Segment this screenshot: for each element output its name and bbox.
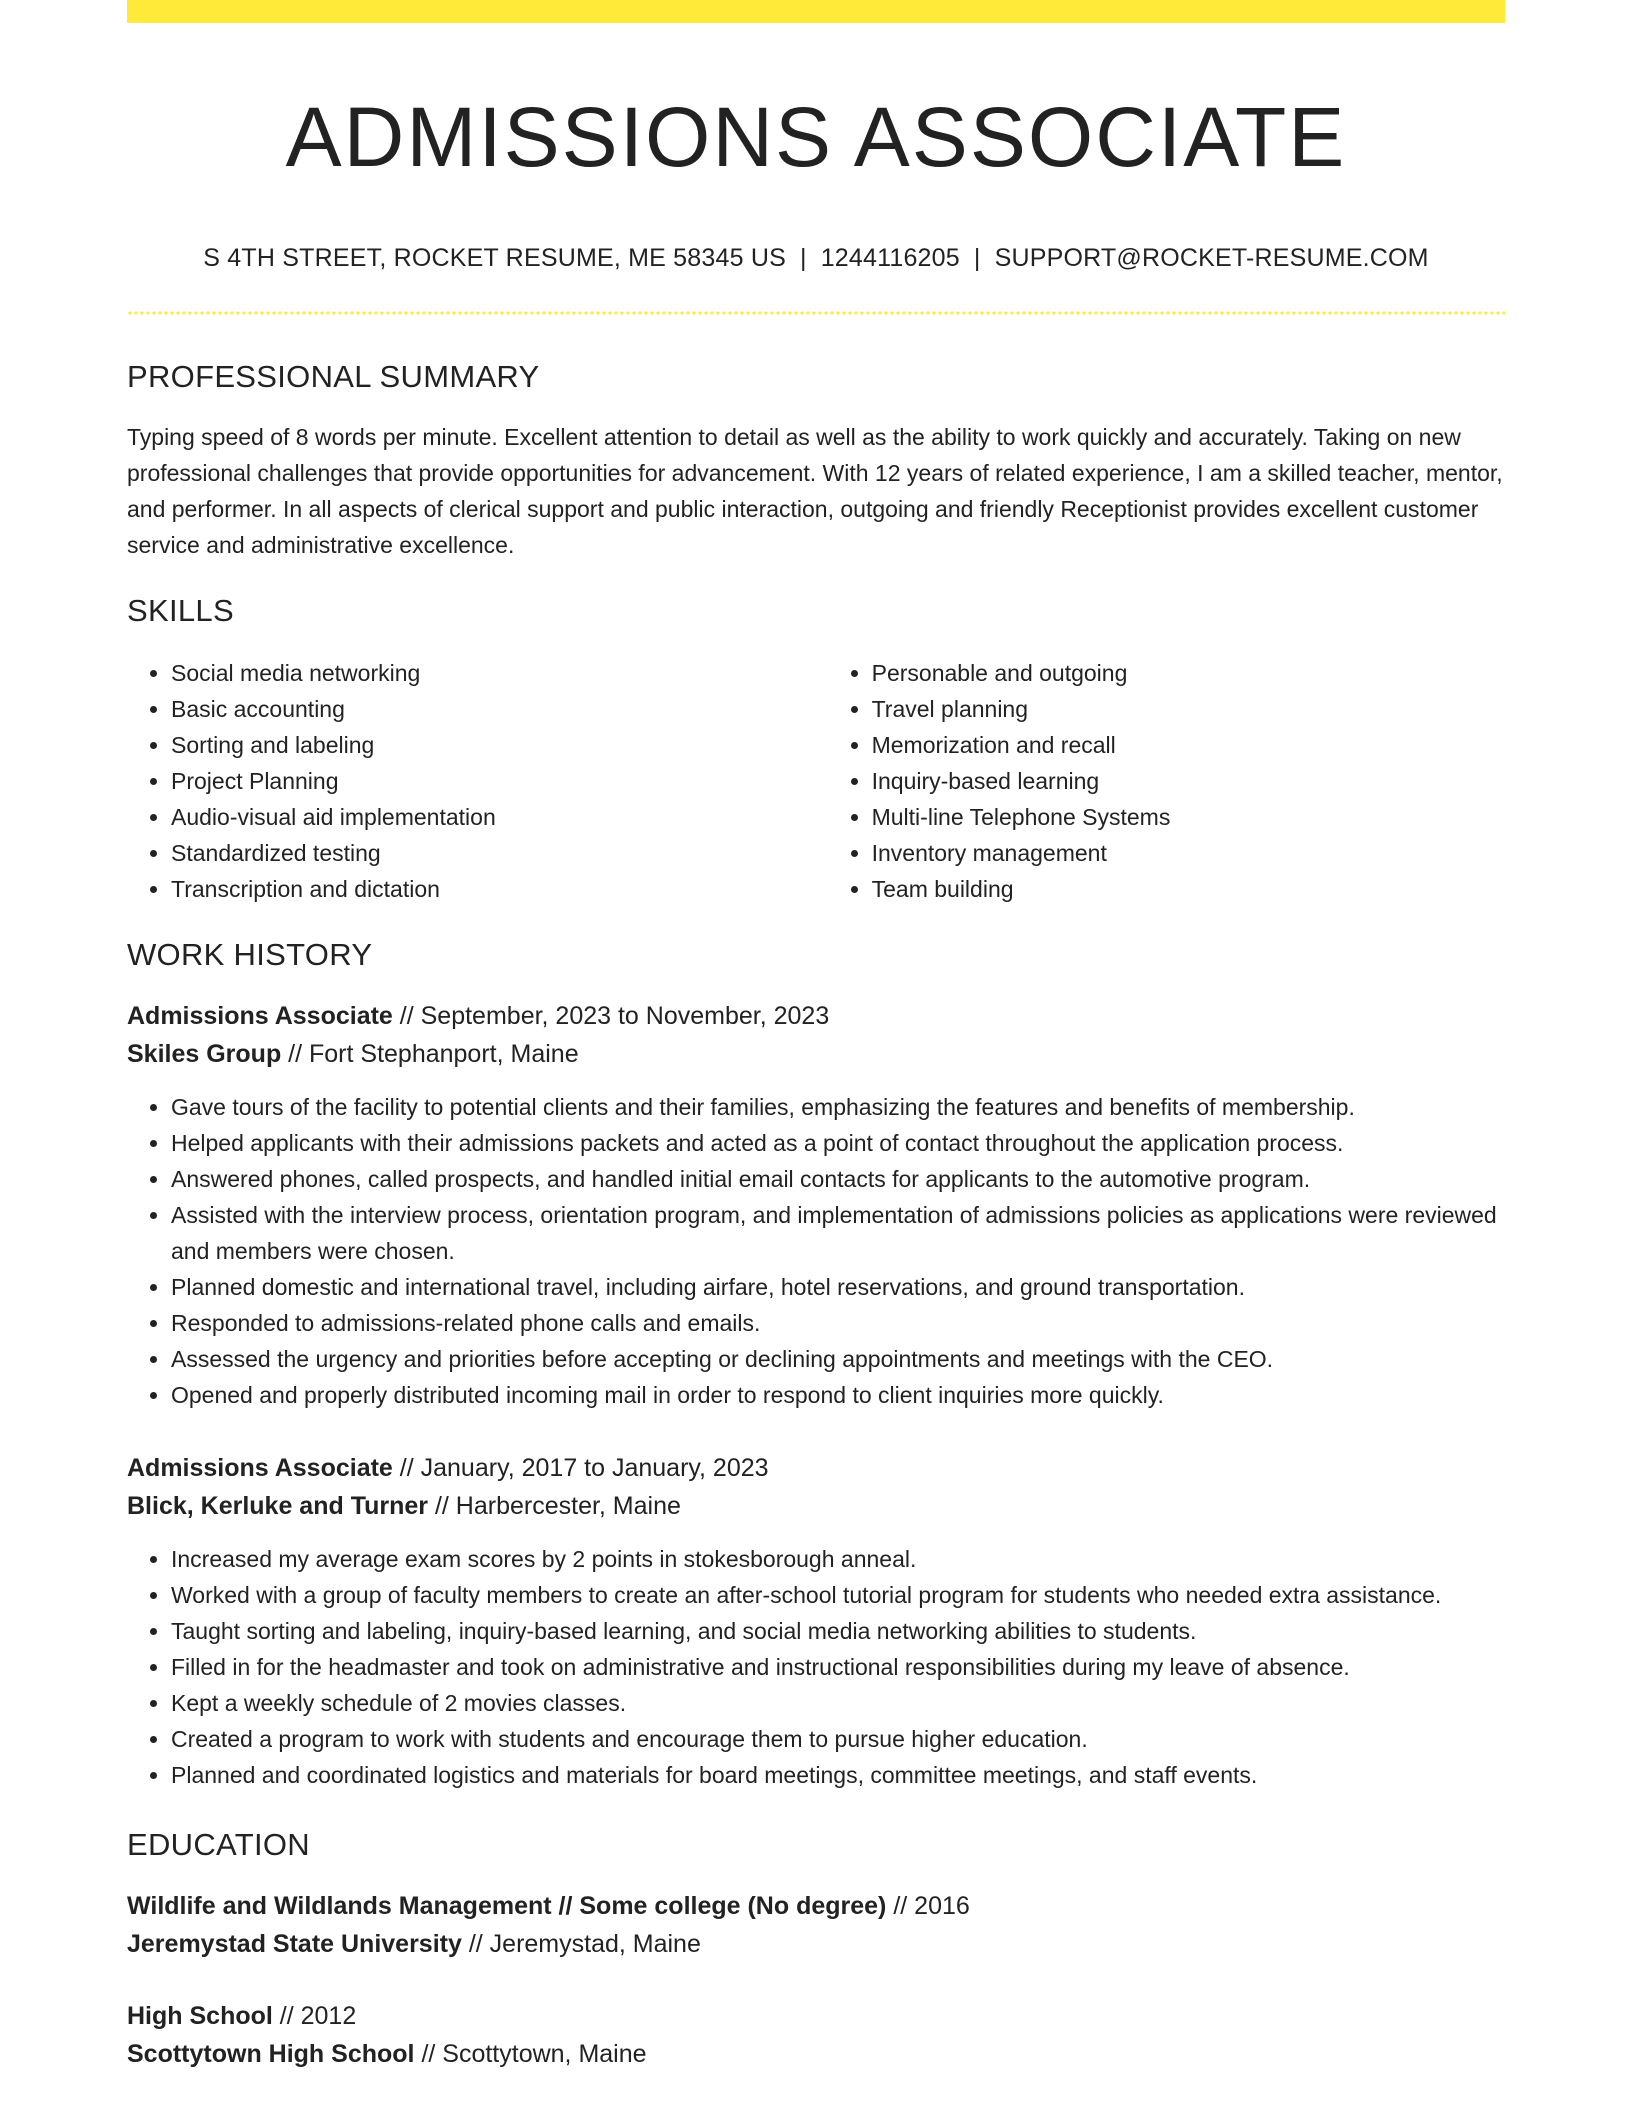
skill-item: • Inventory management bbox=[872, 835, 1505, 871]
job-bullet: • Helped applicants with their admissions packets and acted as a point of contact throughout the application process. bbox=[171, 1125, 1505, 1161]
job-company: Blick, Kerluke and Turner bbox=[127, 1492, 429, 1520]
skill-item: • Standardized testing bbox=[171, 835, 828, 871]
job-location: // Fort Stephanport, Maine bbox=[281, 1040, 579, 1068]
job-dates: // September, 2023 to November, 2023 bbox=[392, 1002, 830, 1030]
top-accent-bar bbox=[127, 0, 1505, 23]
skill-item: • Sorting and labeling bbox=[171, 727, 828, 763]
education-entry bbox=[127, 1997, 1505, 2073]
job-bullet: • Filled in for the headmaster and took on administrative and instructional responsibilities during my leave of absence. bbox=[171, 1649, 1505, 1685]
job-bullet: • Created a program to work with students and encourage them to pursue higher education. bbox=[171, 1721, 1505, 1757]
job-bullet: • Planned and coordinated logistics and materials for board meetings, committee meetings, and staff events. bbox=[171, 1757, 1505, 1793]
education-degree-line bbox=[127, 1887, 1505, 1925]
skills-list-left bbox=[127, 655, 828, 907]
job-bullet: • Gave tours of the facility to potential clients and their families, emphasizing the features and benefits of membership. bbox=[171, 1089, 1505, 1125]
skill-item: • Multi-line Telephone Systems bbox=[872, 799, 1505, 835]
job-bullet: • Assisted with the interview process, orientation program, and implementation of admissions policies as applications were reviewed and members were chosen. bbox=[171, 1197, 1505, 1269]
skill-item: • Memorization and recall bbox=[872, 727, 1505, 763]
job-company-line bbox=[127, 1035, 1505, 1073]
skill-item: • Personable and outgoing bbox=[872, 655, 1505, 691]
job-bullet: • Taught sorting and labeling, inquiry-based learning, and social media networking abilities to students. bbox=[171, 1613, 1505, 1649]
job-entry bbox=[127, 1449, 1505, 1793]
job-bullet: • Increased my average exam scores by 2 points in stokesborough anneal. bbox=[171, 1541, 1505, 1577]
job-location: // Harbercester, Maine bbox=[428, 1492, 681, 1520]
education-degree-line bbox=[127, 1997, 1505, 2035]
job-bullet: • Kept a weekly schedule of 2 movies classes. bbox=[171, 1685, 1505, 1721]
dotted-divider bbox=[127, 311, 1505, 315]
skill-item: • Basic accounting bbox=[171, 691, 828, 727]
education-heading: EDUCATION bbox=[127, 1827, 310, 1862]
job-title-line bbox=[127, 997, 1505, 1035]
education-school-line bbox=[127, 2035, 1505, 2073]
skills-grid bbox=[127, 655, 1505, 907]
skill-item: • Inquiry-based learning bbox=[872, 763, 1505, 799]
contact-separator: | bbox=[973, 244, 981, 272]
work-history-heading: WORK HISTORY bbox=[127, 937, 373, 972]
skill-item: • Travel planning bbox=[872, 691, 1505, 727]
job-title-line bbox=[127, 1449, 1505, 1487]
skill-item: • Project Planning bbox=[171, 763, 828, 799]
contact-phone: 1244116205 bbox=[820, 244, 960, 272]
education-degree: High School bbox=[127, 2002, 273, 2030]
summary-text: Typing speed of 8 words per minute. Excellent attention to detail as well as the ability to work quickly and accurately. Taking on new professional challenges that provide opportunities for advancement. With 12 years of related experience, I am a skilled teacher, mentor, and performer. In all aspects of clerical support and public interaction, outgoing and friendly Receptionist provides excellent customer service and administrative excellence. bbox=[127, 424, 1503, 558]
skill-item: • Team building bbox=[872, 871, 1505, 907]
summary-heading: PROFESSIONAL SUMMARY bbox=[127, 359, 540, 394]
job-bullets bbox=[127, 1541, 1505, 1793]
job-dates: // January, 2017 to January, 2023 bbox=[392, 1454, 769, 1482]
job-bullets bbox=[127, 1089, 1505, 1413]
education-year: // 2016 bbox=[886, 1892, 970, 1920]
education-degree: Wildlife and Wildlands Management // Some college (No degree) bbox=[127, 1892, 887, 1920]
job-company-line bbox=[127, 1487, 1505, 1525]
job-bullet: • Opened and properly distributed incoming mail in order to respond to client inquiries more quickly. bbox=[171, 1377, 1505, 1413]
education-entry bbox=[127, 1887, 1505, 1963]
contact-line bbox=[127, 243, 1505, 273]
education-school: Scottytown High School bbox=[127, 2040, 415, 2068]
resume-name: ADMISSIONS ASSOCIATE bbox=[285, 90, 1347, 184]
resume-page bbox=[127, 0, 1505, 2073]
education-school-line bbox=[127, 1925, 1505, 1963]
education-location: // Scottytown, Maine bbox=[414, 2040, 647, 2068]
job-bullet: • Assessed the urgency and priorities before accepting or declining appointments and meetings with the CEO. bbox=[171, 1341, 1505, 1377]
job-bullet: • Planned domestic and international travel, including airfare, hotel reservations, and ground transportation. bbox=[171, 1269, 1505, 1305]
job-bullet: • Worked with a group of faculty members to create an after-school tutorial program for students who needed extra assistance. bbox=[171, 1577, 1505, 1613]
skill-item: • Audio-visual aid implementation bbox=[171, 799, 828, 835]
contact-email: SUPPORT@ROCKET-RESUME.COM bbox=[994, 244, 1429, 272]
skill-item: • Transcription and dictation bbox=[171, 871, 828, 907]
education-year: // 2012 bbox=[272, 2002, 357, 2030]
job-entry bbox=[127, 997, 1505, 1413]
job-role: Admissions Associate bbox=[127, 1002, 393, 1030]
job-bullet: • Responded to admissions-related phone calls and emails. bbox=[171, 1305, 1505, 1341]
education-school: Jeremystad State University bbox=[127, 1930, 462, 1958]
job-bullet: • Answered phones, called prospects, and handled initial email contacts for applicants to the automotive program. bbox=[171, 1161, 1505, 1197]
skills-heading: SKILLS bbox=[127, 593, 234, 628]
contact-address: S 4TH STREET, ROCKET RESUME, ME 58345 US bbox=[203, 244, 786, 272]
job-company: Skiles Group bbox=[127, 1040, 282, 1068]
skill-item: • Social media networking bbox=[171, 655, 828, 691]
education-location: // Jeremystad, Maine bbox=[461, 1930, 701, 1958]
contact-separator: | bbox=[799, 244, 807, 272]
skills-list-right bbox=[828, 655, 1505, 907]
job-role: Admissions Associate bbox=[127, 1454, 393, 1482]
